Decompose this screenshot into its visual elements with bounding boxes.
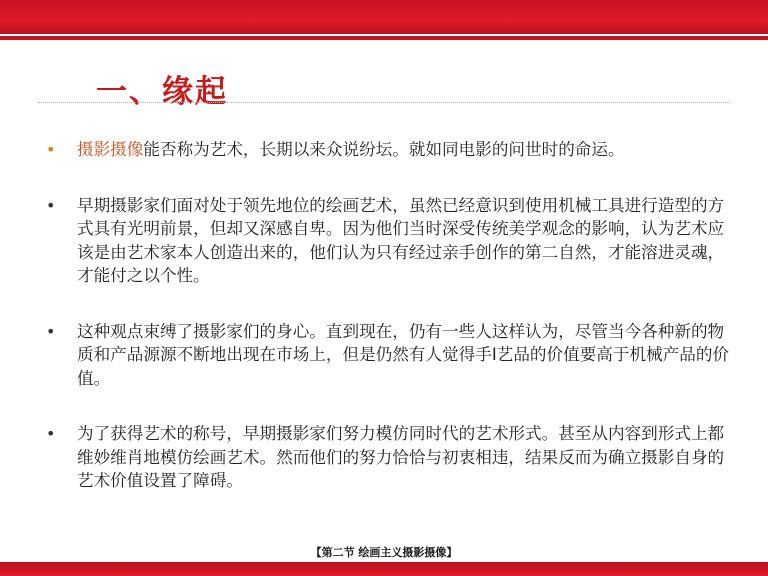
bullet-1-text: 能否称为艺术，长期以来众说纷坛。就如同电影的问世时的命运。 <box>143 140 625 159</box>
bullet-dot-icon: • <box>46 195 56 215</box>
bullet-list <box>40 138 730 493</box>
slide-footer: 【第二节 绘画主义摄影摄像】 <box>310 546 458 559</box>
bullet-1-highlight: 摄影摄像 <box>77 140 144 159</box>
slide-title: 一、缘起 <box>96 74 228 110</box>
bullet-item-4 <box>40 422 730 493</box>
top-header-stripe <box>0 36 768 40</box>
bullet-2-text: 早期摄影家们面对处于领先地位的绘画艺术，虽然已经意识到使用机械工具进行造型的方式具有光明前景，但却又深感自卑。因为他们当时深受传统美学观念的影响，认为艺术应该是由艺术家本人创造出来的，他们认为只有经过亲手创作的第二自然，才能溶进灵魂，才能付之以个性。 <box>77 195 725 285</box>
bottom-footer-band <box>0 562 768 576</box>
title-divider <box>38 102 730 103</box>
bullet-item-3 <box>40 320 730 391</box>
bullet-item-2 <box>40 194 730 288</box>
bullet-item-1 <box>40 138 730 162</box>
bullet-4-text: 为了获得艺术的称号，早期摄影家们努力模仿同时代的艺术形式。甚至从内容到形式上都维妙维肖地模仿绘画艺术。然而他们的努力恰恰与初衷相违，结果反而为确立摄影自身的艺术价值设置了障碍。 <box>77 424 725 490</box>
bullet-dot-icon: • <box>46 140 56 159</box>
bullet-3-text: 这种观点束缚了摄影家们的身心。直到现在，仍有一些人这样认为，尽管当今各种新的物质和产品源源不断地出现在市场上，但是仍然有人觉得手I艺品的价值要高于机械产品的价值。 <box>77 321 730 388</box>
bullet-dot-icon: • <box>46 321 56 341</box>
top-header-band <box>0 0 768 34</box>
bullet-dot-icon: • <box>46 424 56 443</box>
